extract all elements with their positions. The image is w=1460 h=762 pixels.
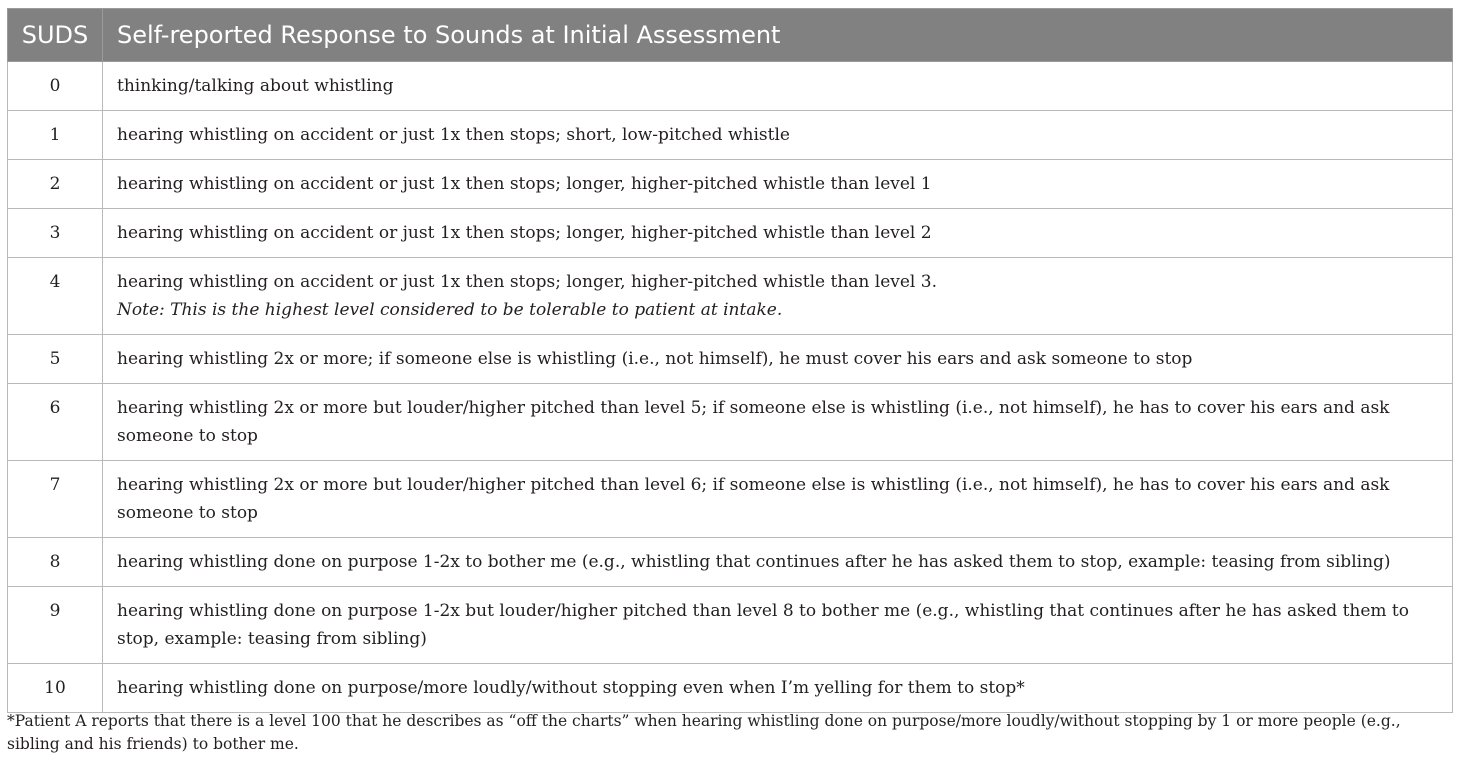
table-header: [8, 9, 1453, 62]
response-text: hearing whistling on accident or just 1x then stops; short, low-pitched whistle: [103, 111, 1453, 160]
response-text: hearing whistling done on purpose 1-2x but louder/higher pitched than level 8 to bother me (e.g., whistling that continues after he has asked them to stop, example: teasing from sibling): [103, 587, 1453, 664]
header-suds: SUDS: [8, 9, 103, 62]
table-row: [8, 111, 1453, 160]
table-row: [8, 461, 1453, 538]
table-row: [8, 209, 1453, 258]
suds-level: 4: [8, 258, 103, 335]
response-text: hearing whistling done on purpose 1-2x to bother me (e.g., whistling that continues after he has asked them to stop, example: teasing from sibling): [103, 538, 1453, 587]
table-row: [8, 664, 1453, 713]
response-text: thinking/talking about whistling: [103, 62, 1453, 111]
table-row: [8, 335, 1453, 384]
suds-level: 1: [8, 111, 103, 160]
suds-table: [7, 8, 1453, 713]
response-note: Note: This is the highest level considered to be tolerable to patient at intake.: [117, 300, 783, 320]
response-text: hearing whistling 2x or more; if someone else is whistling (i.e., not himself), he must cover his ears and ask someone to stop: [103, 335, 1453, 384]
table-row: [8, 258, 1453, 335]
suds-level: 7: [8, 461, 103, 538]
table-body: [8, 62, 1453, 713]
suds-level: 2: [8, 160, 103, 209]
table-row: [8, 62, 1453, 111]
suds-level: 0: [8, 62, 103, 111]
table-row: [8, 538, 1453, 587]
table-row: [8, 384, 1453, 461]
header-row: [8, 9, 1453, 62]
response-text: hearing whistling 2x or more but louder/higher pitched than level 6; if someone else is whistling (i.e., not himself), he has to cover his ears and ask someone to stop: [103, 461, 1453, 538]
response-text: hearing whistling on accident or just 1x then stops; longer, higher-pitched whistle than level 3.: [117, 272, 937, 292]
response-text: hearing whistling on accident or just 1x then stops; longer, higher-pitched whistle than level 2: [103, 209, 1453, 258]
response-text: hearing whistling 2x or more but louder/higher pitched than level 5; if someone else is whistling (i.e., not himself), he has to cover his ears and ask someone to stop: [103, 384, 1453, 461]
suds-table-container: [7, 8, 1452, 713]
header-response: Self-reported Response to Sounds at Initial Assessment: [103, 9, 1453, 62]
suds-level: 9: [8, 587, 103, 664]
suds-level: 5: [8, 335, 103, 384]
table-row: [8, 160, 1453, 209]
table-footnote: *Patient A reports that there is a level 100 that he describes as “off the charts” when hearing whistling done on purpose/more loudly/without stopping by 1 or more people (e.g., sibling and his friends) to bother me.: [7, 712, 1401, 753]
suds-level: 10: [8, 664, 103, 713]
table-row: [8, 587, 1453, 664]
suds-level: 6: [8, 384, 103, 461]
suds-level: 3: [8, 209, 103, 258]
suds-level: 8: [8, 538, 103, 587]
response-cell: [103, 258, 1453, 335]
response-text: hearing whistling on accident or just 1x then stops; longer, higher-pitched whistle than level 1: [103, 160, 1453, 209]
response-text: hearing whistling done on purpose/more loudly/without stopping even when I’m yelling for them to stop*: [103, 664, 1453, 713]
